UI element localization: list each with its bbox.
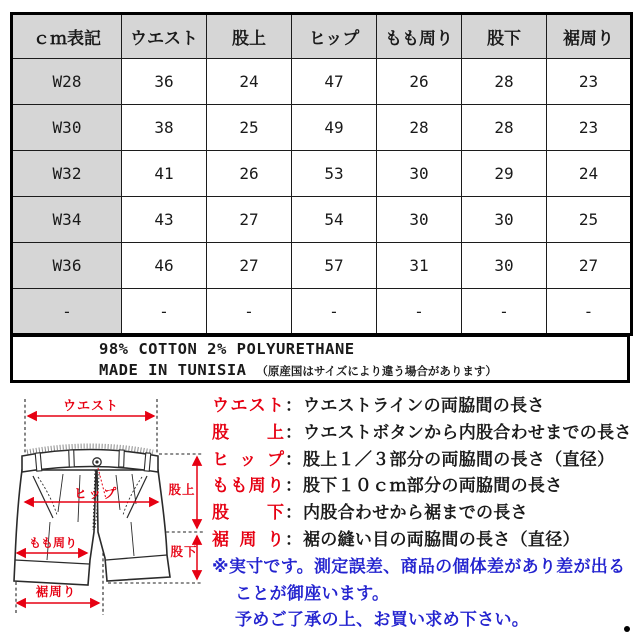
value-cell: 29 — [462, 151, 547, 197]
material-origin: MADE IN TUNISIA — [99, 361, 247, 379]
material-origin-note: （原産国はサイズにより違う場合があります） — [256, 364, 497, 378]
definition-term: ヒップ — [212, 449, 284, 470]
value-cell: - — [122, 289, 207, 335]
value-cell: 27 — [207, 197, 292, 243]
definition-hem — [212, 525, 640, 552]
definition-desc: 裾の縫い目の両脇間の長さ（直径） — [303, 529, 580, 550]
thigh-arrow-label: もも周り — [28, 536, 78, 550]
hip-arrow-label: ヒップ — [73, 487, 119, 502]
value-cell: 31 — [377, 243, 462, 289]
value-cell: 27 — [547, 243, 632, 289]
waistband — [22, 450, 158, 473]
value-cell: 26 — [207, 151, 292, 197]
size-table — [10, 12, 633, 336]
col-header-waist: ウエスト — [122, 14, 207, 59]
definition-rise — [212, 418, 640, 445]
definition-desc: ウエストボタンから内股合わせまでの長さ — [303, 422, 632, 443]
definition-waist — [212, 391, 640, 418]
shorts-drawing — [14, 446, 170, 585]
value-cell: 57 — [292, 243, 377, 289]
definition-colon: ： — [285, 529, 302, 550]
value-cell: 41 — [122, 151, 207, 197]
definition-desc: 内股合わせから裾までの長さ — [303, 503, 528, 524]
waist-arrow-label: ウエスト — [62, 399, 120, 414]
definition-term: 股上 — [212, 422, 284, 443]
value-cell: - — [462, 289, 547, 335]
definition-inseam — [212, 498, 640, 525]
value-cell: 36 — [122, 59, 207, 105]
table-row-w36 — [12, 243, 632, 289]
value-cell: 46 — [122, 243, 207, 289]
value-cell: 26 — [377, 59, 462, 105]
col-header-cm: ｃｍ表記 — [12, 14, 122, 59]
table-row-w32 — [12, 151, 632, 197]
measurement-definitions — [212, 391, 640, 632]
definition-term: 裾周り — [212, 529, 284, 550]
value-cell: 47 — [292, 59, 377, 105]
definition-desc: 股上１／３部分の両脇間の長さ（直径） — [303, 449, 615, 470]
value-cell: - — [292, 289, 377, 335]
col-header-thigh: もも周り — [377, 14, 462, 59]
stray-dot — [624, 626, 630, 632]
col-header-hip: ヒップ — [292, 14, 377, 59]
value-cell: - — [207, 289, 292, 335]
size-table-header-row — [12, 14, 632, 59]
col-header-hem: 裾周り — [547, 14, 632, 59]
disclaimer-line-3: 予めご了承の上、お買い求め下さい。 — [235, 610, 530, 631]
size-label: W36 — [12, 243, 122, 289]
value-cell: 54 — [292, 197, 377, 243]
size-label: W30 — [12, 105, 122, 151]
definition-colon: ： — [285, 449, 302, 470]
value-cell: 23 — [547, 59, 632, 105]
definition-colon: ： — [285, 476, 302, 497]
col-header-rise: 股上 — [207, 14, 292, 59]
value-cell: 27 — [207, 243, 292, 289]
material-composition: 98% COTTON 2% POLYURETHANE — [99, 340, 355, 358]
definition-desc: ウエストラインの両脇間の長さ — [303, 396, 545, 416]
value-cell: - — [547, 289, 632, 335]
value-cell: 28 — [377, 105, 462, 151]
value-cell: 28 — [462, 105, 547, 151]
value-cell: 30 — [377, 151, 462, 197]
value-cell: 25 — [207, 105, 292, 151]
definition-desc: 股下１０ｃｍ部分の両脇間の長さ — [303, 476, 563, 497]
table-row-w28 — [12, 59, 632, 105]
disclaimer-line-2: ことが御座います。 — [235, 583, 390, 604]
material-origin-line — [99, 360, 627, 382]
value-cell: 28 — [462, 59, 547, 105]
definition-hip — [212, 445, 640, 472]
table-row-empty — [12, 289, 632, 335]
value-cell: 49 — [292, 105, 377, 151]
waist-button-hole — [95, 460, 98, 463]
value-cell: 24 — [207, 59, 292, 105]
inseam-arrow-label: 股下 — [170, 544, 198, 559]
value-cell: 43 — [122, 197, 207, 243]
definition-term: ウエスト — [212, 396, 284, 416]
value-cell: 30 — [462, 243, 547, 289]
definition-term: 股下 — [212, 503, 284, 524]
hem-arrow-label: 裾周り — [35, 584, 77, 599]
table-row-w30 — [12, 105, 632, 151]
definition-thigh — [212, 471, 640, 498]
value-cell: 38 — [122, 105, 207, 151]
value-cell: 23 — [547, 105, 632, 151]
table-row-w34 — [12, 197, 632, 243]
shorts-measurement-diagram — [0, 390, 220, 640]
disclaimer-line-1: ※実寸です。測定誤差、商品の個体差があり差が出る — [212, 556, 626, 577]
material-info-box — [10, 334, 630, 383]
value-cell: - — [377, 289, 462, 335]
definition-term: もも周り — [212, 476, 284, 497]
value-cell: 25 — [547, 197, 632, 243]
definition-colon: ： — [285, 422, 302, 443]
size-label: W32 — [12, 151, 122, 197]
rise-arrow-label: 股上 — [168, 482, 196, 497]
value-cell: 30 — [462, 197, 547, 243]
value-cell: 30 — [377, 197, 462, 243]
size-label: W28 — [12, 59, 122, 105]
col-header-inseam: 股下 — [462, 14, 547, 59]
value-cell: 53 — [292, 151, 377, 197]
definition-colon: ： — [285, 503, 302, 524]
size-label: - — [12, 289, 122, 335]
definition-colon: ： — [285, 396, 302, 416]
value-cell: 24 — [547, 151, 632, 197]
size-label: W34 — [12, 197, 122, 243]
